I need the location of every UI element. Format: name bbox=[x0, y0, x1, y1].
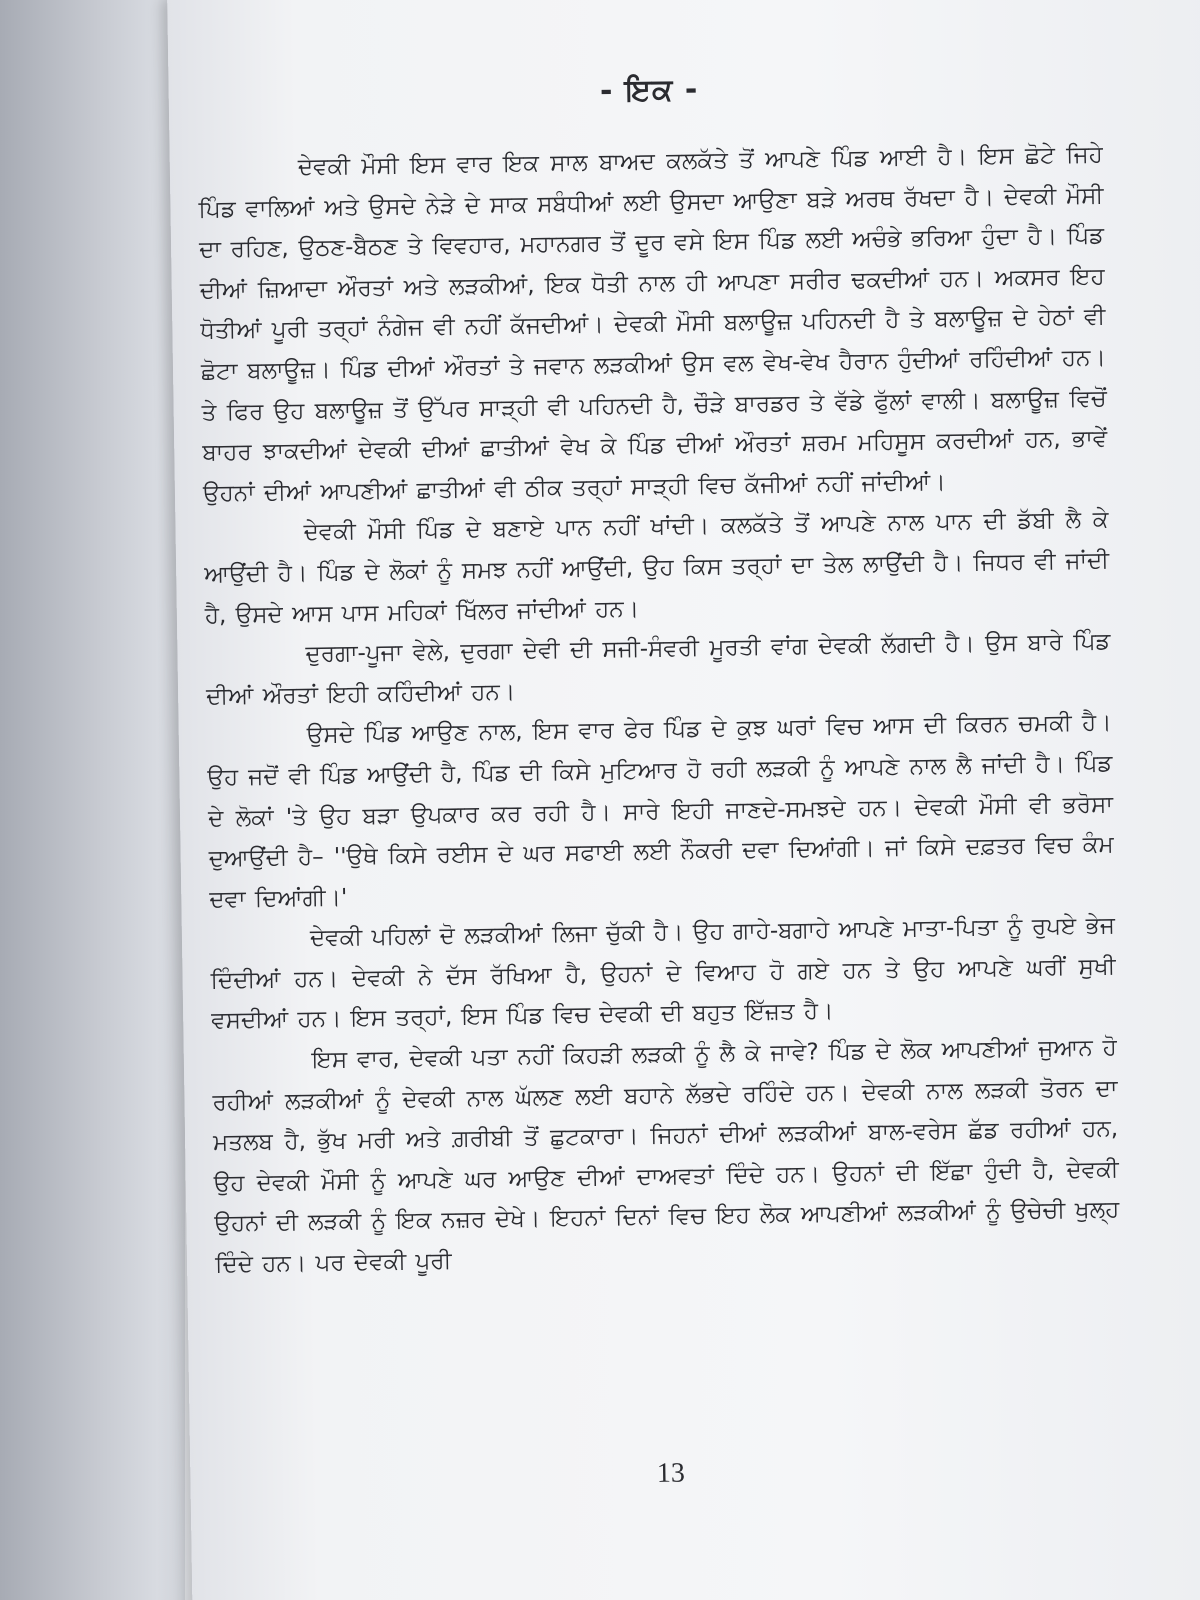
page-number: 13 bbox=[656, 1457, 686, 1489]
paragraph-1: ਦੇਵਕੀ ਮੌਸੀ ਇਸ ਵਾਰ ਇਕ ਸਾਲ ਬਾਅਦ ਕਲਕੱਤੇ ਤੋਂ ਆਪਣੇ ਪਿੰਡ ਆਈ ਹੈ। ਇਸ ਛੋਟੇ ਜਿਹੇ ਪਿੰਡ ਵਾਲਿਆਂ ਅਤੇ ਉਸਦੇ ਨੇੜੇ ਦੇ ਸਾਕ ਸਬੰਧੀਆਂ ਲਈ ਉਸਦਾ ਆਉਣਾ ਬੜੇ ਅਰਥ ਰੱਖਦਾ ਹੈ। ਦੇਵਕੀ ਮੌਸੀ ਦਾ ਰਹਿਣ, ਉਠਣ-ਬੈਠਣ ਤੇ ਵਿਵਹਾਰ, ਮਹਾਨਗਰ ਤੋਂ ਦੂਰ ਵਸੇ ਇਸ ਪਿੰਡ ਲਈ ਅਚੰਭੇ ਭਰਿਆ ਹੁੰਦਾ ਹੈ। ਪਿੰਡ ਦੀਆਂ ਜ਼ਿਆਦਾ ਔਰਤਾਂ ਅਤੇ ਲੜਕੀਆਂ, ਇਕ ਧੋਤੀ ਨਾਲ ਹੀ ਆਪਣਾ ਸਰੀਰ ਢਕਦੀਆਂ ਹਨ। ਅਕਸਰ ਇਹ ਧੋਤੀਆਂ ਪੂਰੀ ਤਰ੍ਹਾਂ ਨੰਗੇਜ ਵੀ ਨਹੀਂ ਕੱਜਦੀਆਂ। ਦੇਵਕੀ ਮੌਸੀ ਬਲਾਊਜ਼ ਪਹਿਨਦੀ ਹੈ ਤੇ ਬਲਾਊਜ਼ ਦੇ ਹੇਠਾਂ ਵੀ ਛੋਟਾ ਬਲਾਊਜ਼। ਪਿੰਡ ਦੀਆਂ ਔਰਤਾਂ ਤੇ ਜਵਾਨ ਲੜਕੀਆਂ ਉਸ ਵਲ ਵੇਖ-ਵੇਖ ਹੈਰਾਨ ਹੁੰਦੀਆਂ ਰਹਿੰਦੀਆਂ ਹਨ। ਤੇ ਫਿਰ ਉਹ ਬਲਾਊਜ਼ ਤੋਂ ਉੱਪਰ ਸਾੜ੍ਹੀ ਵੀ ਪਹਿਨਦੀ ਹੈ, ਚੌੜੇ ਬਾਰਡਰ ਤੇ ਵੱਡੇ ਫੁੱਲਾਂ ਵਾਲੀ। ਬਲਾਊਜ਼ ਵਿਚੋਂ ਬਾਹਰ ਝਾਕਦੀਆਂ ਦੇਵਕੀ ਦੀਆਂ ਛਾਤੀਆਂ ਵੇਖ ਕੇ ਪਿੰਡ ਦੀਆਂ ਔਰਤਾਂ ਸ਼ਰਮ ਮਹਿਸੂਸ ਕਰਦੀਆਂ ਹਨ, ਭਾਵੇਂ ਉਹਨਾਂ ਦੀਆਂ ਆਪਣੀਆਂ ਛਾਤੀਆਂ ਵੀ ਠੀਕ ਤਰ੍ਹਾਂ ਸਾੜ੍ਹੀ ਵਿਚ ਕੱਜੀਆਂ ਨਹੀਂ ਜਾਂਦੀਆਂ। bbox=[198, 141, 1108, 507]
paragraph-2: ਦੇਵਕੀ ਮੌਸੀ ਪਿੰਡ ਦੇ ਬਣਾਏ ਪਾਨ ਨਹੀਂ ਖਾਂਦੀ। ਕਲਕੱਤੇ ਤੋਂ ਆਪਣੇ ਨਾਲ ਪਾਨ ਦੀ ਡੱਬੀ ਲੈ ਕੇ ਆਉਂਦੀ ਹੈ। ਪਿੰਡ ਦੇ ਲੋਕਾਂ ਨੂੰ ਸਮਝ ਨਹੀਂ ਆਉਂਦੀ, ਉਹ ਕਿਸ ਤਰ੍ਹਾਂ ਦਾ ਤੇਲ ਲਾਉਂਦੀ ਹੈ। ਜਿਧਰ ਵੀ ਜਾਂਦੀ ਹੈ, ਉਸਦੇ ਆਸ ਪਾਸ ਮਹਿਕਾਂ ਖਿੱਲਰ ਜਾਂਦੀਆਂ ਹਨ। bbox=[204, 507, 1110, 629]
book-gutter bbox=[0, 0, 185, 1600]
paragraph-3: ਦੁਰਗਾ-ਪੂਜਾ ਵੇਲੇ, ਦੁਰਗਾ ਦੇਵੀ ਦੀ ਸਜੀ-ਸੰਵਰੀ ਮੂਰਤੀ ਵਾਂਗ ਦੇਵਕੀ ਲੱਗਦੀ ਹੈ। ਉਸ ਬਾਰੇ ਪਿੰਡ ਦੀਆਂ ਔਰਤਾਂ ਇਹੀ ਕਹਿੰਦੀਆਂ ਹਨ। bbox=[205, 628, 1111, 710]
chapter-title: - ਇਕ - bbox=[599, 72, 699, 109]
page-content bbox=[196, 66, 1120, 1489]
paragraph-6: ਇਸ ਵਾਰ, ਦੇਵਕੀ ਪਤਾ ਨਹੀਂ ਕਿਹੜੀ ਲੜਕੀ ਨੂੰ ਲੈ ਕੇ ਜਾਵੇ? ਪਿੰਡ ਦੇ ਲੋਕ ਆਪਣੀਆਂ ਜੁਆਨ ਹੋ ਰਹੀਆਂ ਲੜਕੀਆਂ ਨੂੰ ਦੇਵਕੀ ਨਾਲ ਘੱਲਣ ਲਈ ਬਹਾਨੇ ਲੱਭਦੇ ਰਹਿੰਦੇ ਹਨ। ਦੇਵਕੀ ਨਾਲ ਲੜਕੀ ਤੋਰਨ ਦਾ ਮਤਲਬ ਹੈ, ਭੁੱਖ ਮਰੀ ਅਤੇ ਗ਼ਰੀਬੀ ਤੋਂ ਛੁਟਕਾਰਾ। ਜਿਹਨਾਂ ਦੀਆਂ ਲੜਕੀਆਂ ਬਾਲ-ਵਰੇਸ ਛੱਡ ਰਹੀਆਂ ਹਨ, ਉਹ ਦੇਵਕੀ ਮੌਸੀ ਨੂੰ ਆਪਣੇ ਘਰ ਆਉਣ ਦੀਆਂ ਦਾਅਵਤਾਂ ਦਿੰਦੇ ਹਨ। ਉਹਨਾਂ ਦੀ ਇੱਛਾ ਹੁੰਦੀ ਹੈ, ਦੇਵਕੀ ਉਹਨਾਂ ਦੀ ਲੜਕੀ ਨੂੰ ਇਕ ਨਜ਼ਰ ਦੇਖੇ। ਇਹਨਾਂ ਦਿਨਾਂ ਵਿਚ ਇਹ ਲੋਕ ਆਪਣੀਆਂ ਲੜਕੀਆਂ ਨੂੰ ਉਚੇਚੀ ਖੁਲ੍ਹ ਦਿੰਦੇ ਹਨ। ਪਰ ਦੇਵਕੀ ਪੂਰੀ bbox=[212, 1034, 1120, 1278]
paragraph-5: ਦੇਵਕੀ ਪਹਿਲਾਂ ਦੋ ਲੜਕੀਆਂ ਲਿਜਾ ਚੁੱਕੀ ਹੈ। ਉਹ ਗਾਹੇ-ਬਗਾਹੇ ਆਪਣੇ ਮਾਤਾ-ਪਿਤਾ ਨੂੰ ਰੁਪਏ ਭੇਜ ਦਿੰਦੀਆਂ ਹਨ। ਦੇਵਕੀ ਨੇ ਦੱਸ ਰੱਖਿਆ ਹੈ, ਉਹਨਾਂ ਦੇ ਵਿਆਹ ਹੋ ਗਏ ਹਨ ਤੇ ਉਹ ਆਪਣੇ ਘਰੀਂ ਸੁਖੀ ਵਸਦੀਆਂ ਹਨ। ਇਸ ਤਰ੍ਹਾਂ, ਇਸ ਪਿੰਡ ਵਿਚ ਦੇਵਕੀ ਦੀ ਬਹੁਤ ਇੱਜ਼ਤ ਹੈ। bbox=[210, 912, 1116, 1035]
paragraph-4: ਉਸਦੇ ਪਿੰਡ ਆਉਣ ਨਾਲ, ਇਸ ਵਾਰ ਫੇਰ ਪਿੰਡ ਦੇ ਕੁਝ ਘਰਾਂ ਵਿਚ ਆਸ ਦੀ ਕਿਰਨ ਚਮਕੀ ਹੈ। ਉਹ ਜਦੋਂ ਵੀ ਪਿੰਡ ਆਉਂਦੀ ਹੈ, ਪਿੰਡ ਦੀ ਕਿਸੇ ਮੁਟਿਆਰ ਹੋ ਰਹੀ ਲੜਕੀ ਨੂੰ ਆਪਣੇ ਨਾਲ ਲੈ ਜਾਂਦੀ ਹੈ। ਪਿੰਡ ਦੇ ਲੋਕਾਂ 'ਤੇ ਉਹ ਬੜਾ ਉਪਕਾਰ ਕਰ ਰਹੀ ਹੈ। ਸਾਰੇ ਇਹੀ ਜਾਣਦੇ-ਸਮਝਦੇ ਹਨ। ਦੇਵਕੀ ਮੌਸੀ ਵੀ ਭਰੋਸਾ ਦੁਆਉਂਦੀ ਹੈ– ''ਉਥੇ ਕਿਸੇ ਰਈਸ ਦੇ ਘਰ ਸਫਾਈ ਲਈ ਨੌਕਰੀ ਦਵਾ ਦਿਆਂਗੀ। ਜਾਂ ਕਿਸੇ ਦਫ਼ਤਰ ਵਿਚ ਕੰਮ ਦਵਾ ਦਿਆਂਗੀ।' bbox=[207, 709, 1114, 913]
book-page bbox=[167, 0, 1200, 1600]
